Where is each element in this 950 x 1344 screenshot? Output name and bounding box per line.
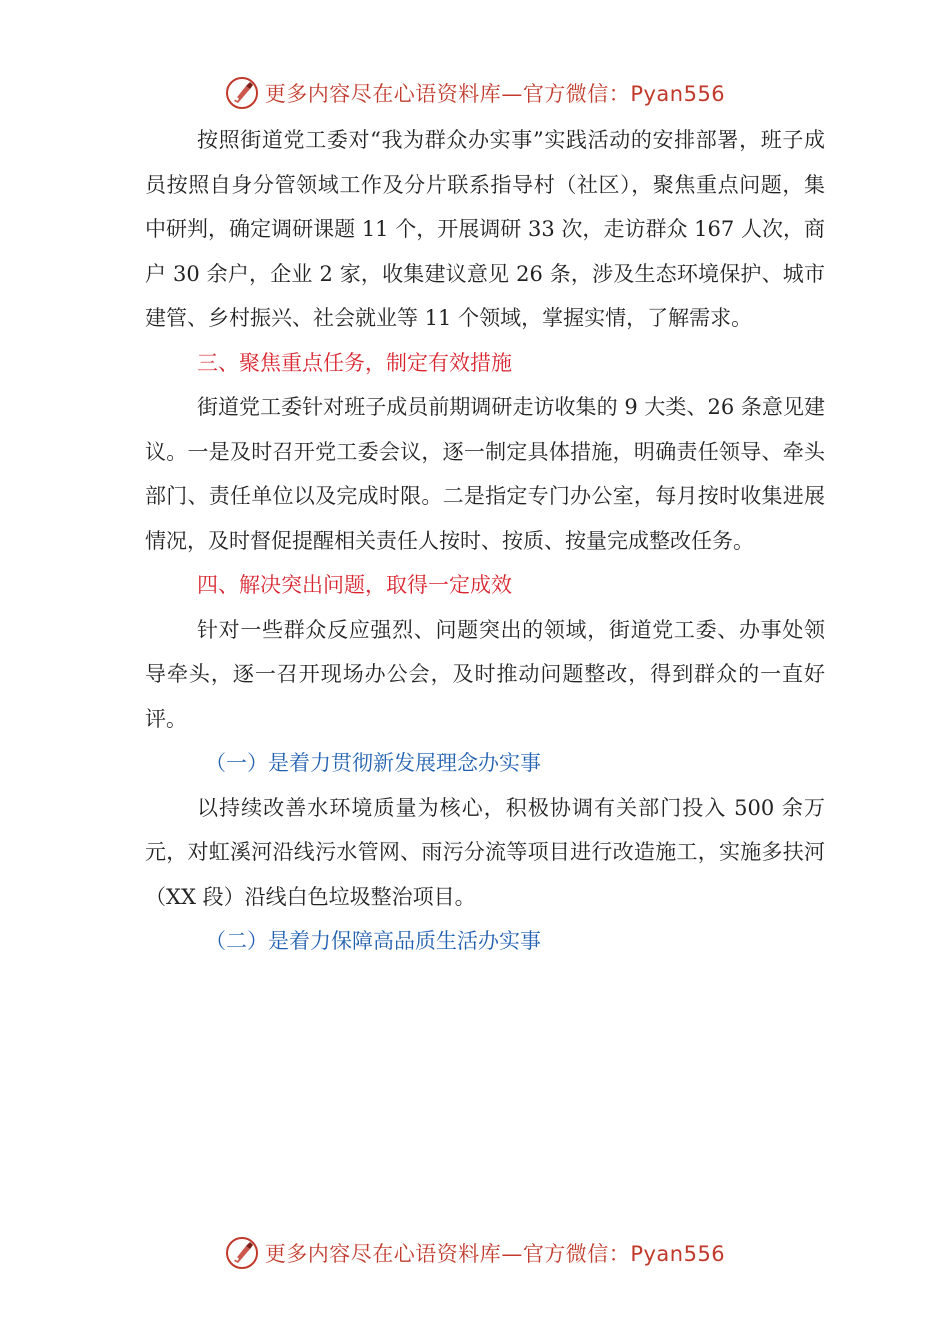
pen-nib-logo-icon: [225, 76, 259, 110]
section-heading-3: 三、聚焦重点任务，制定有效措施: [197, 350, 512, 375]
header-brand: 更多内容尽在心语资料库: [264, 82, 502, 106]
footer-text: [265, 1238, 725, 1268]
header-wechat-id: Pyan556: [630, 82, 726, 106]
subheading-1: （一）是着力贯彻新发展理念办实事: [205, 751, 541, 775]
document-body: [145, 118, 825, 964]
pen-nib-logo-icon: [225, 1236, 259, 1270]
section-heading-4: 四、解决突出问题，取得一定成效: [197, 573, 512, 597]
header-separator: —: [501, 82, 523, 106]
paragraph-2: 街道党工委针对班子成员前期调研走访收集的 9 大类、26 条意见建议。一是及时召开党工委会议，逐一制定具体措施，明确责任领导、牵头部门、责任单位以及完成时限。二是指定专门办公室，每月按时收集进展情况，及时督促提醒相关责任人按时、按质、按量完成整改任务。: [145, 395, 825, 553]
footer-separator: —: [501, 1242, 523, 1266]
footer-wechat-label: 官方微信：: [522, 1242, 631, 1266]
paragraph-1: 按照街道党工委对“我为群众办实事”实践活动的安排部署，班子成员按照自身分管领域工作及分片联系指导村（社区），聚焦重点问题，集中研判，确定调研课题 11 个，开展调研 33 次，走访群众 167 人次，商户 30 余户，企业 2 家，收集建议意见 26 条，涉及生态环境保护、城市建管、乡村振兴、社会就业等 11 个领域，掌握实情，了解需求。: [145, 128, 825, 330]
header-text: [265, 78, 725, 108]
paragraph-4: 以持续改善水环境质量为核心，积极协调有关部门投入 500 余万元，对虹溪河沿线污水管网、雨污分流等项目进行改造施工，实施多扶河（XX 段）沿线白色垃圾整治项目。: [145, 795, 825, 909]
header-wechat-label: 官方微信：: [522, 82, 631, 106]
paragraph-3: 针对一些群众反应强烈、问题突出的领域，街道党工委、办事处领导牵头，逐一召开现场办公会，及时推动问题整改，得到群众的一直好评。: [145, 617, 825, 731]
header-banner: [0, 68, 950, 118]
footer-banner: [0, 1228, 950, 1278]
footer-brand: 更多内容尽在心语资料库: [264, 1242, 502, 1266]
subheading-2: （二）是着力保障高品质生活办实事: [205, 929, 541, 953]
footer-wechat-id: Pyan556: [630, 1242, 726, 1266]
